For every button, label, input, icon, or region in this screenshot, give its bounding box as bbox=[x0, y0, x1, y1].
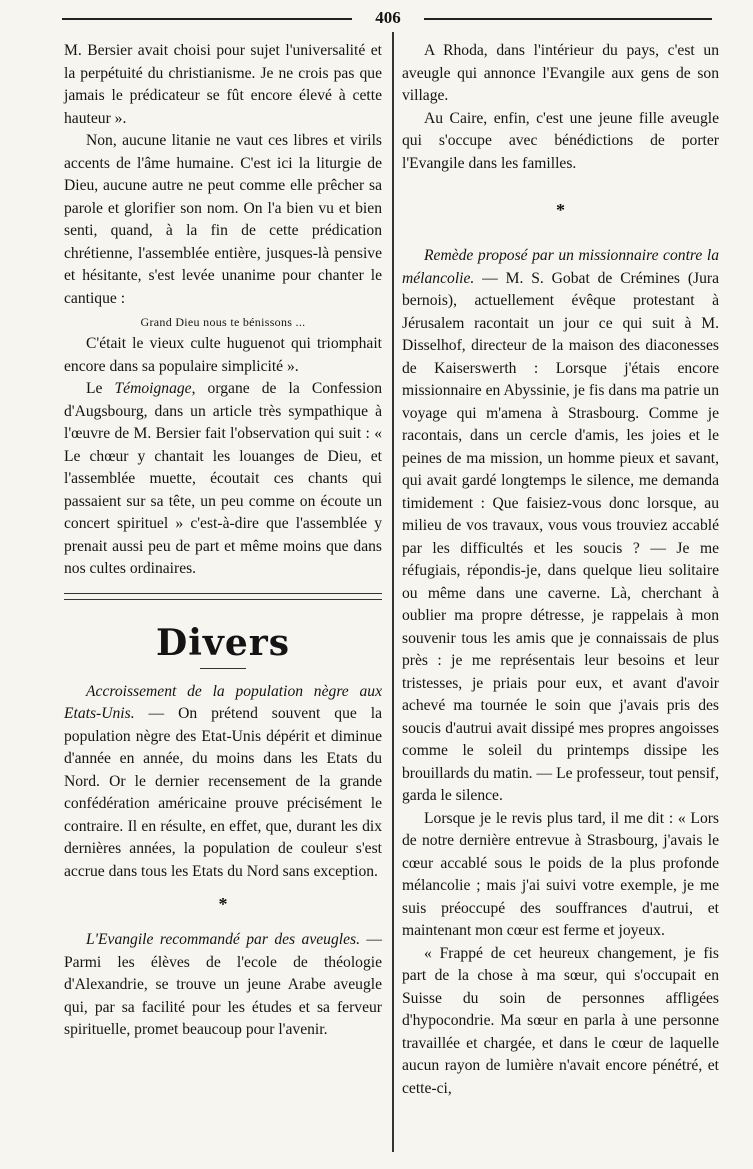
article-heading-remede: Remède proposé par un missionnaire contre la mélancolie. bbox=[402, 247, 719, 287]
left-paragraph-6 bbox=[64, 929, 382, 1042]
column-divider bbox=[392, 32, 394, 1152]
title-underline bbox=[200, 668, 246, 669]
left-paragraph-2: Non, aucune litanie ne vaut ces libres et virils accents de l'âme humaine. C'est ici la liturgie de Dieu, aucune autre ne peut comme elle prêcher sa parole et glorifier son nom. On l'a bien vu et bien senti, quand, à la fin de cette prédication chrétienne, l'assemblée entière, jusques-là pensive et hésitante, s'est levée unanime pour chanter le cantique : bbox=[64, 132, 382, 307]
article-heading-aveugles: L'Evangile recommandé par des aveugles. bbox=[86, 931, 360, 948]
page-number: 406 bbox=[375, 8, 401, 27]
hymn-quote: Grand Dieu nous te bénissons ... bbox=[140, 315, 306, 329]
journal-name: Témoignage bbox=[114, 380, 192, 397]
p4-body: , organe de la Confession d'Augsbourg, dans un article très sympathique à l'œuvre de M. Bersier fait l'observation qui suit : « Le chœur y chantait les louanges de Dieu, et l'assemblée muette, écoutait ces chants qui passaient sur sa tête, un peu comme on écoute un concert spirituel » c'est-à-dire que l'assemblée y prenait aussi peu de part et même moins que dans nos cultes ordinaires. bbox=[64, 380, 382, 577]
left-paragraph-3: C'était le vieux culte huguenot qui triomphait encore dans sa populaire simplicité ». bbox=[64, 335, 382, 375]
left-paragraph-1: M. Bersier avait choisi pour sujet l'universalité et la perpétuité du christianisme. Je ne crois pas que jamais le prédicateur se fût encore élevé à cette hauteur ». bbox=[64, 42, 382, 127]
right-paragraph-3 bbox=[402, 245, 719, 808]
asterism-left: * bbox=[218, 894, 228, 914]
right-paragraph-4: Lorsque je le revis plus tard, il me dit : « Lors de notre dernière entrevue à Strasbourg, j'avais le cœur accablé sous le poids de la plus profonde mélancolie ; mais j'ai suivi votre exemple, je me suis préoccupé des souffrances d'autrui, et maintenant mon cœur est ferme et joyeux. bbox=[402, 809, 719, 939]
left-paragraph-5 bbox=[64, 681, 382, 884]
left-paragraph-4 bbox=[64, 378, 382, 581]
right-paragraph-2: Au Caire, enfin, c'est une jeune fille aveugle qui s'occupe avec bénédictions de porter l'Evangile dans les familles. bbox=[402, 109, 719, 172]
asterism-right: * bbox=[556, 200, 565, 220]
article-heading-population: Accroissement de la population nègre aux Etats-Unis. bbox=[64, 682, 382, 722]
p3-body: — M. S. Gobat de Crémines (Jura bernois), actuellement évêque protestant à Jérusalem racontait un jour ce qui suit à M. Disselhof, directeur de la maison des diaconesses de Kaiserswerth : Lorsque j'étais encore missionnaire en Abyssinie, je fis dans ma patrie un voyage qui m'amena à Strasbourg. Comme je racontais, dans un cercle d'amis, les joies et le peines de ma mission, un homme pieux et savant, qui avait gardé longtemps le silence, me demanda timidement : Que faisiez-vous donc lorsque, au milieu de vos travaux, vous vous trouviez accablé par les difficultés et les soucis ? — Je me réfugiais, répondis-je, dans quelque lieu solitaire ou même dans une caverne. Là, cherchant à oublier ma propre détresse, je rappelais à mon souvenir tous les amis que je connaissais de plus près : je me représentais leur besoins et leur tristesses, je priais pour eux, et avant d'avoir achevé ma tournée le soin que j'avais pris des soucis d'autrui avait dissipé mes propres angoisses comme le soleil du printemps dissipe les brouillards du matin. — Le professeur, tout pensif, garda le silence. bbox=[402, 269, 719, 804]
right-paragraph-5: « Frappé de cet heureux changement, je fis part de la chose à ma sœur, qui s'occupait en Suisse du soin de personnes affligées d'hypocondrie. Ma sœur en parla à une personne travaillée et chargée, et dans le cœur de laquelle aucun rayon de lumière n'avait encore pénétré, et cette-ci, bbox=[402, 944, 719, 1097]
right-column bbox=[402, 40, 719, 1154]
header-rule-right bbox=[424, 18, 712, 20]
p6-body: — Parmi les élèves de l'ecole de théologie d'Alexandrie, se trouve un jeune Arabe aveugle qui, par sa facilité pour les études et sa ferveur spirituelle, promet beaucoup pour l'avenir. bbox=[64, 931, 382, 1038]
left-column bbox=[64, 40, 382, 1154]
right-paragraph-1: A Rhoda, dans l'intérieur du pays, c'est un aveugle qui annonce l'Evangile aux gens de son village. bbox=[402, 42, 719, 104]
p4-lead: Le bbox=[86, 380, 115, 397]
page-header bbox=[62, 8, 712, 30]
header-rule-left bbox=[62, 18, 352, 20]
p5-body: — On prétend souvent que la population nègre des Etat-Unis dépérit et diminue d'année en année, du moins dans les Etats du Nord. Or le dernier recensement de la grande confédération américaine prouve précisément le contraire. Il en résulte, en effet, que, durant les dix dernières années, la population de couleur s'est accrue dans tous les Etats du Nord sans exception. bbox=[64, 705, 382, 880]
section-separator bbox=[64, 593, 382, 600]
section-title: Divers bbox=[156, 621, 290, 664]
